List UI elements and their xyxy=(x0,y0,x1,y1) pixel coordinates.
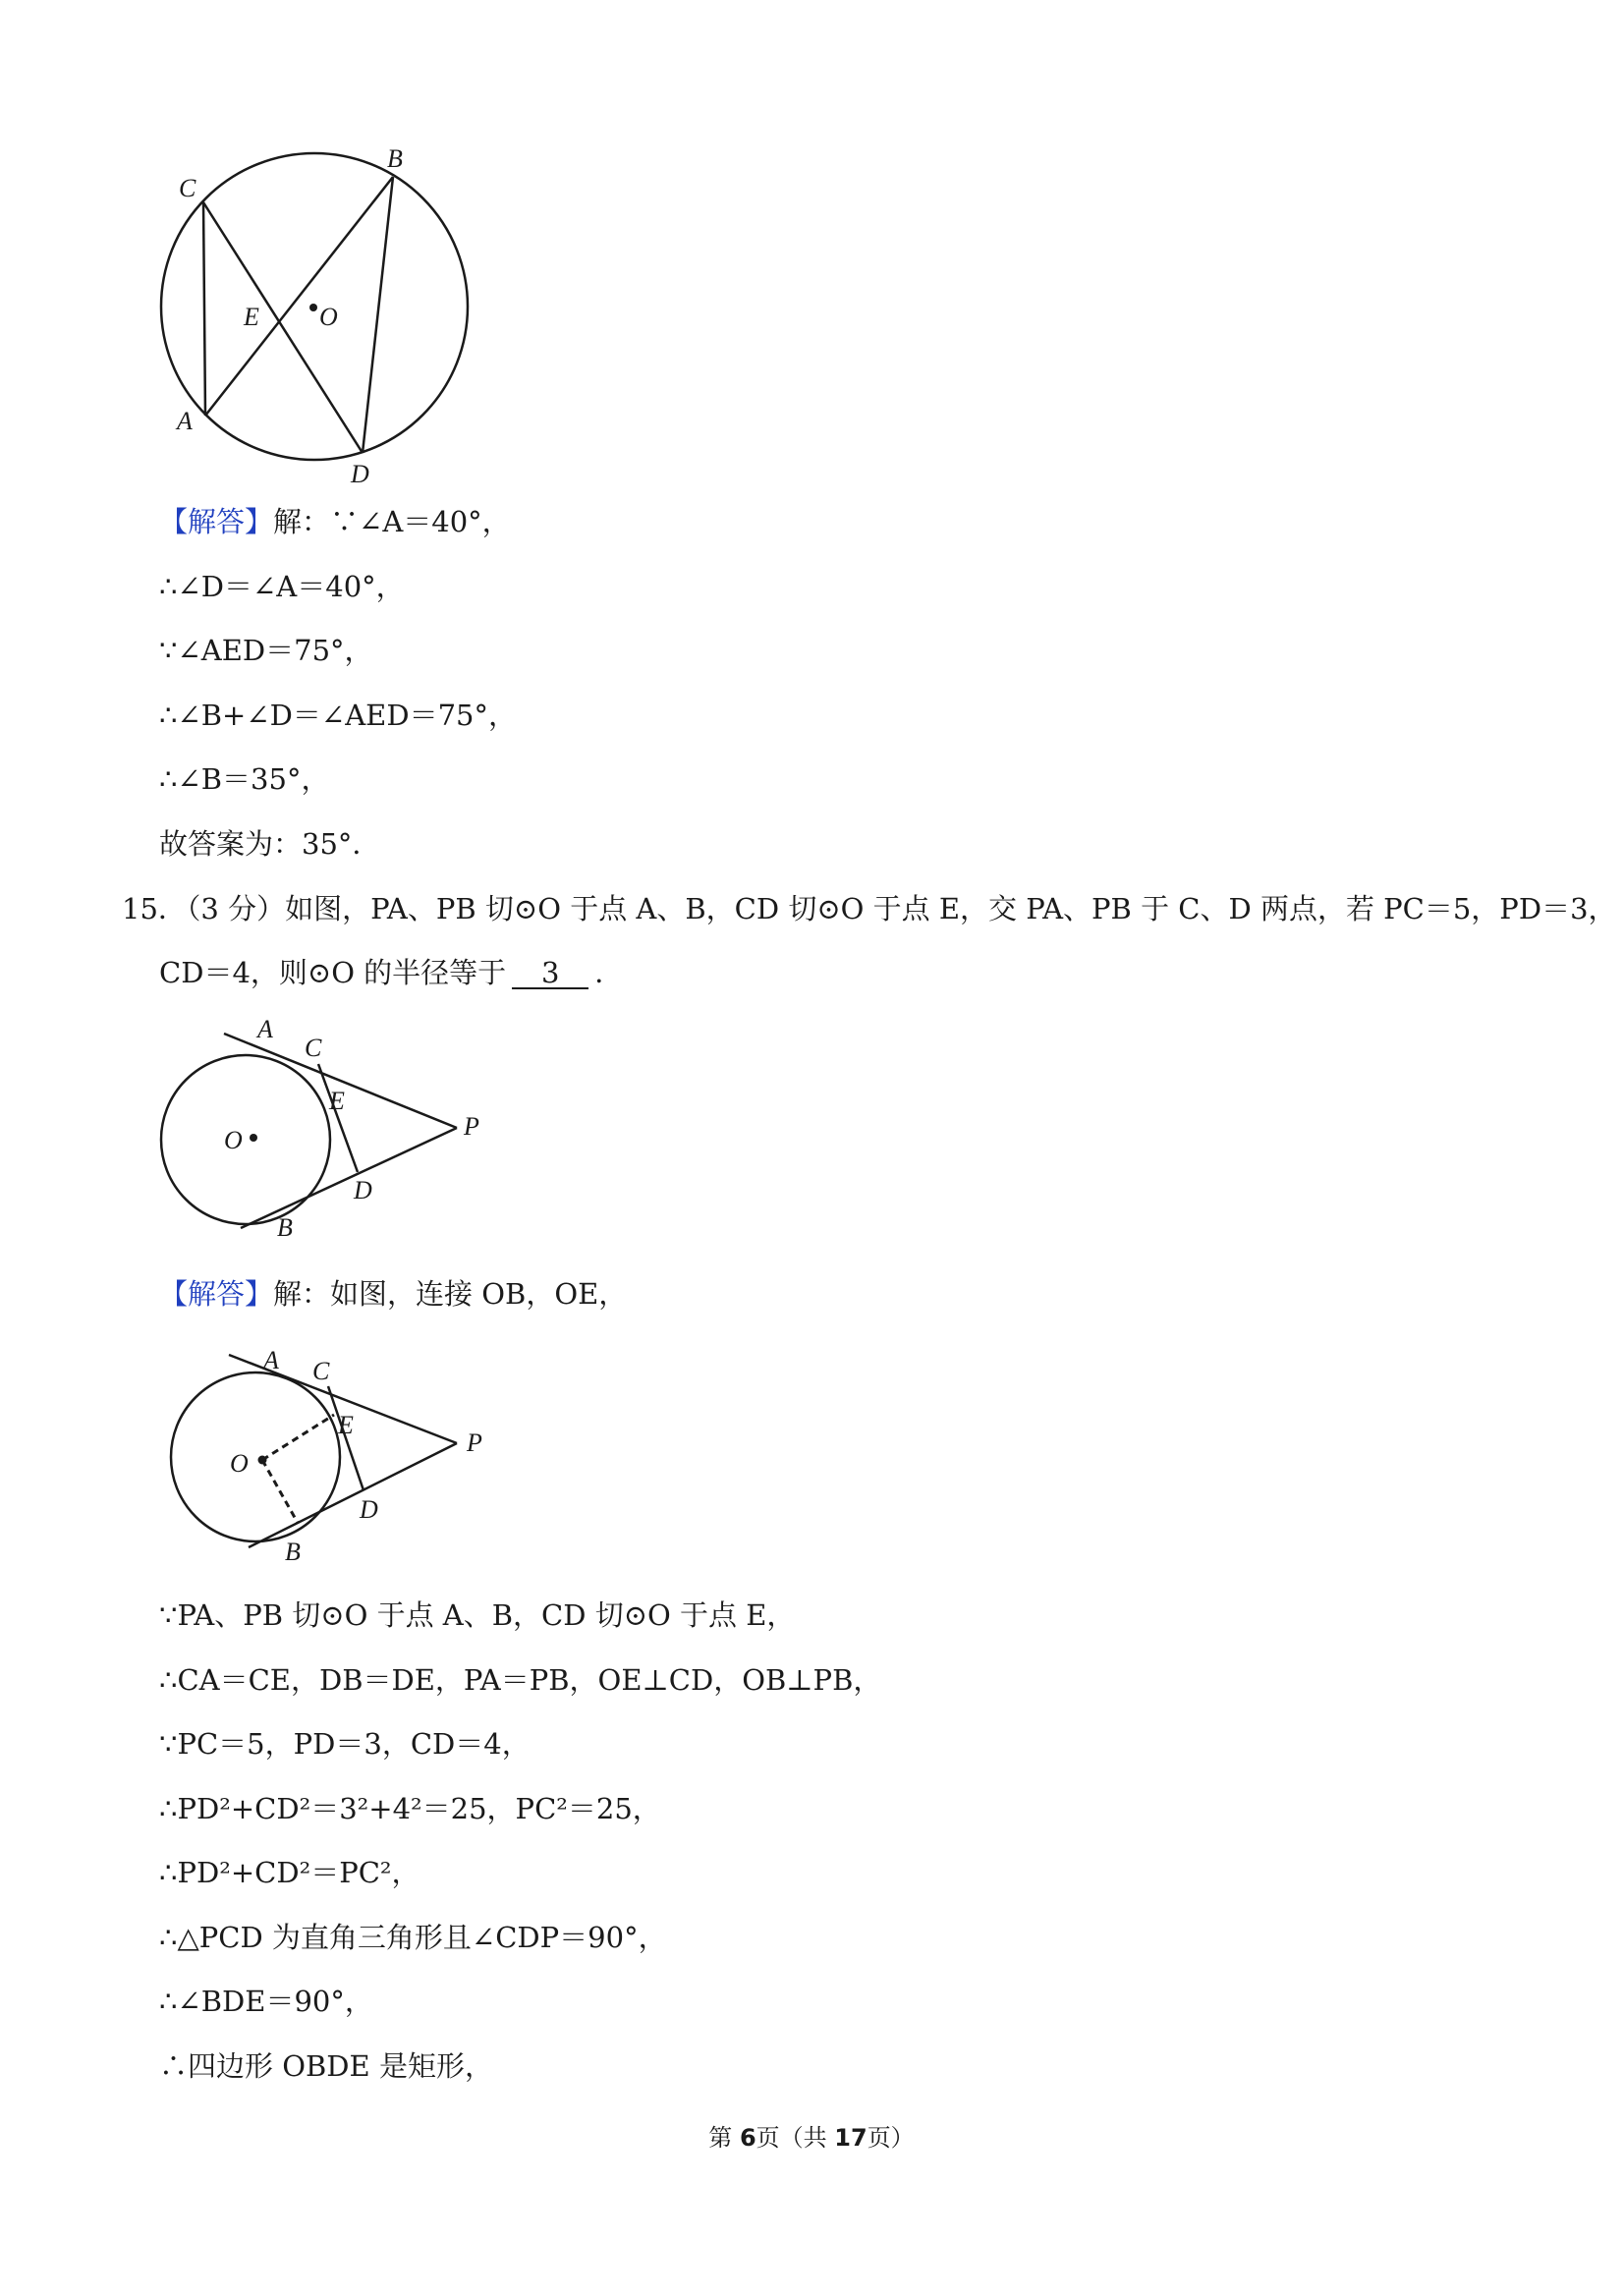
answer-blank: 3 xyxy=(512,959,588,989)
label-d: D xyxy=(354,1176,372,1204)
footer-middle: 页（共 xyxy=(756,2124,835,2152)
solution15-line-4: ∵PC＝5，PD＝3，CD＝4， xyxy=(159,1727,531,1761)
solution15-line-7: ∴△PCD 为直角三角形且∠CDP＝90°， xyxy=(159,1921,667,1954)
answer-tag: 【解答】 xyxy=(159,505,274,538)
label-p: P xyxy=(464,1112,479,1141)
solution15-line-8: ∴∠BDE＝90°， xyxy=(159,1985,373,2018)
question15-stem: CD＝4，则⊙O 的半径等于 xyxy=(159,956,507,989)
label-e: E xyxy=(329,1087,345,1115)
solution15-line-5: ∴PD²+CD²＝3²+4²＝25，PC²＝25， xyxy=(159,1792,661,1825)
label-c: C xyxy=(305,1034,322,1062)
solution14-line-3: ∵∠AED＝75°， xyxy=(159,634,373,667)
solution15-line-9: ∴四边形 OBDE 是矩形， xyxy=(159,2049,493,2083)
answer-tag: 【解答】 xyxy=(159,1277,274,1311)
label-p: P xyxy=(467,1428,482,1457)
label-d: D xyxy=(351,460,369,488)
solution15-line-1 xyxy=(159,1277,628,1311)
label-o: O xyxy=(319,303,338,331)
label-o: O xyxy=(224,1126,243,1154)
footer-total: 17 xyxy=(834,2124,867,2152)
label-c: C xyxy=(179,174,196,202)
solution14-line-5: ∴∠B＝35°， xyxy=(159,762,330,796)
figure-tangents-radii xyxy=(147,1341,501,1582)
page-footer xyxy=(0,2118,1623,2153)
label-e: E xyxy=(244,303,259,331)
label-a: A xyxy=(257,1015,273,1043)
solution15-line-6: ∴PD²+CD²＝PC²， xyxy=(159,1856,420,1889)
label-a: A xyxy=(263,1346,279,1374)
label-b: B xyxy=(285,1538,301,1566)
label-b: B xyxy=(277,1213,293,1242)
solution14-line-1 xyxy=(159,505,511,538)
solution15-line-3: ∴CA＝CE，DB＝DE，PA＝PB，OE⊥CD，OB⊥PB， xyxy=(159,1663,882,1697)
label-o: O xyxy=(230,1449,249,1478)
label-e: E xyxy=(338,1411,354,1439)
question15-end: ． xyxy=(594,956,624,989)
footer-prefix: 第 xyxy=(708,2124,740,2152)
solution15-intro: 解：如图，连接 OB，OE， xyxy=(273,1277,628,1311)
question15-line-2 xyxy=(159,956,624,989)
solution15-line-2: ∵PA、PB 切⊙O 于点 A、B，CD 切⊙O 于点 E， xyxy=(159,1598,796,1632)
solution14-line-6: 故答案为：35°． xyxy=(159,827,381,861)
footer-suffix: 页） xyxy=(867,2124,915,2152)
footer-page: 6 xyxy=(739,2124,756,2152)
solution14-line-4: ∴∠B+∠D＝∠AED＝75°， xyxy=(159,699,517,732)
figure-tangents xyxy=(147,1012,501,1253)
solution14-text: 解：∵∠A＝40°， xyxy=(273,505,511,538)
label-b: B xyxy=(387,144,403,173)
solution14-line-2: ∴∠D＝∠A＝40°， xyxy=(159,570,405,603)
label-d: D xyxy=(360,1495,378,1524)
question15-line-1: 15．（3 分）如图，PA、PB 切⊙O 于点 A、B，CD 切⊙O 于点 E，交 PA、PB 于 C、D 两点，若 PC＝5，PD＝3， xyxy=(122,892,1617,925)
figure-circle-chords xyxy=(147,138,491,491)
label-c: C xyxy=(312,1357,330,1385)
label-a: A xyxy=(177,407,193,435)
